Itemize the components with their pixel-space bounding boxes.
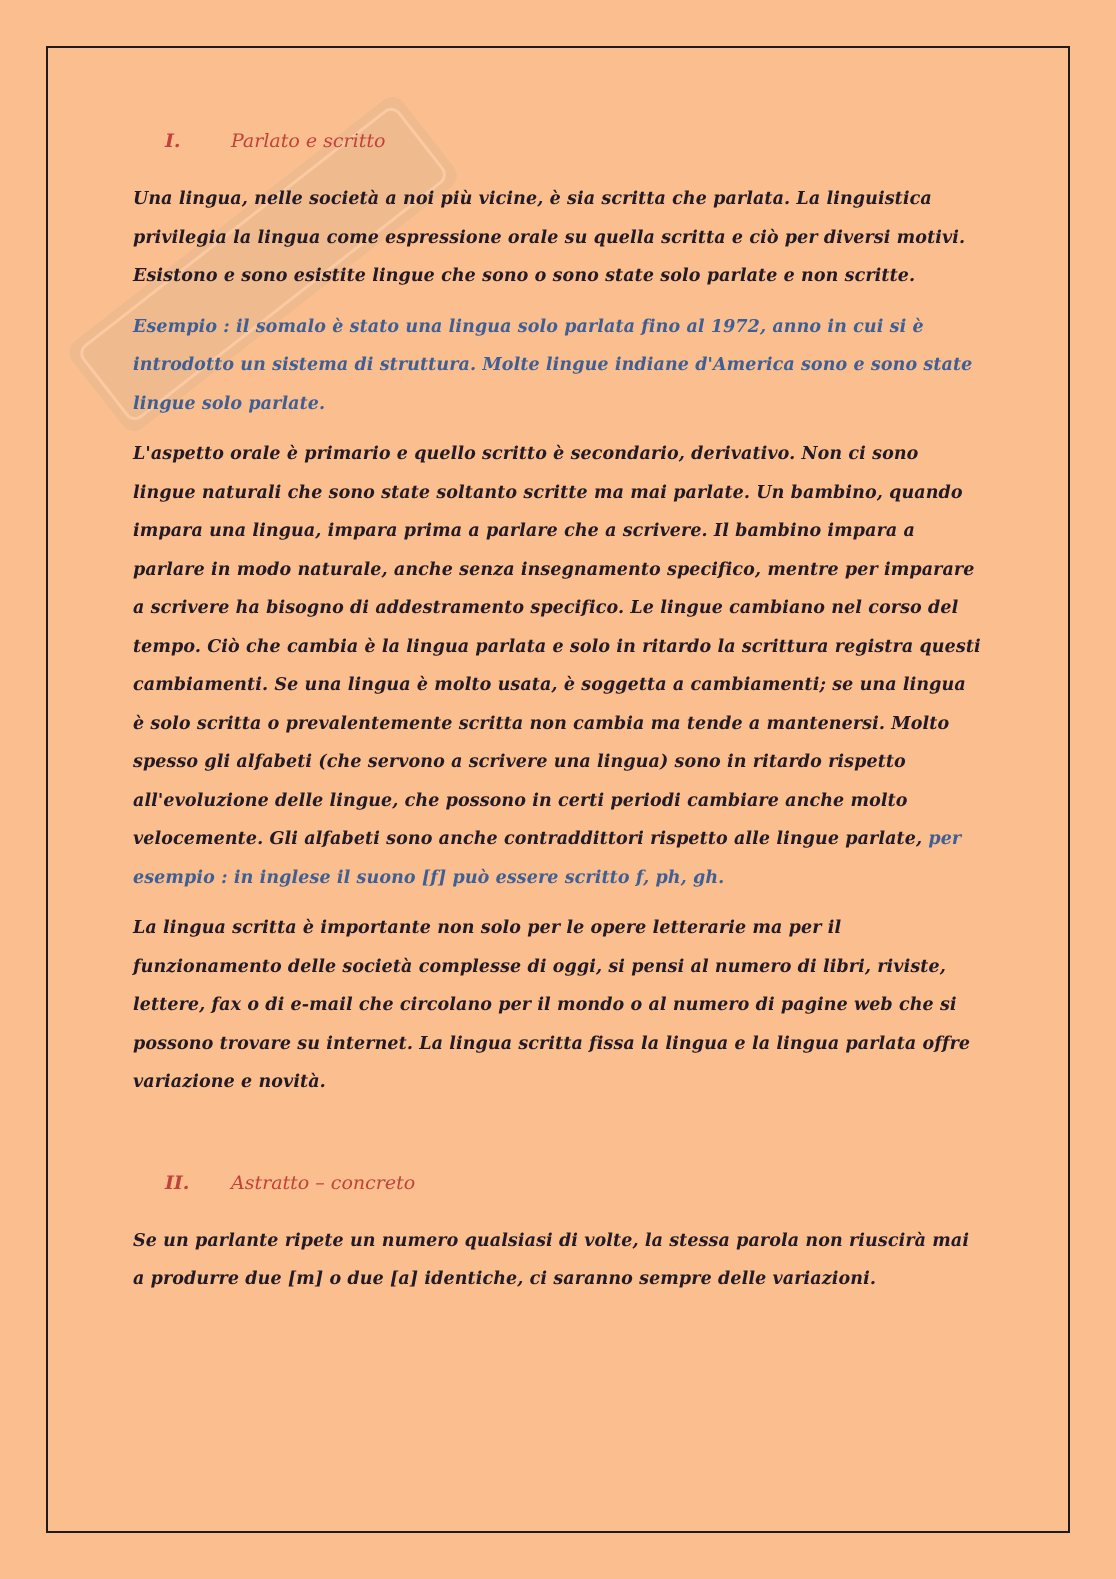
spacer bbox=[133, 897, 983, 909]
section-title: Parlato e scritto bbox=[231, 130, 386, 152]
spacer bbox=[133, 296, 983, 308]
spacer bbox=[133, 168, 983, 180]
paragraph: Se un parlante ripete un numero qualsiasi di volte, la stessa parola non riuscirà mai a produrre due [m] o due [a] identiche, ci saranno sempre delle variazioni. bbox=[133, 1230, 970, 1289]
section-heading-1 bbox=[133, 130, 983, 168]
section-title: Astratto – concreto bbox=[231, 1171, 416, 1194]
example-inline: per esempio : in inglese il suono [f] può essere scritto f, ph, gh. bbox=[133, 829, 962, 888]
spacer bbox=[133, 423, 983, 435]
section-heading-2 bbox=[133, 1172, 983, 1210]
spacer bbox=[133, 1210, 983, 1222]
document-body bbox=[133, 130, 983, 1299]
section-number: II. bbox=[165, 1171, 190, 1194]
paragraph-text: L'aspetto orale è primario e quello scritto è secondario, derivativo. Non ci sono lingue naturali che sono state soltanto scritte ma mai parlate. Un bambino, quando impara una lingua, impara prima a parlare che a scrivere. Il bambino impara a parlare in modo naturale, anche senza insegnamento specifico, mentre per imparare a scrivere ha bisogno di addestramento specifico. Le lingue cambiano nel corso del tempo. Ciò che cambia è la lingua parlata e solo in ritardo la scrittura registra questi cambiamenti. Se una lingua è molto usata, è soggetta a cambiamenti; se una lingua è solo scritta o prevalentemente scritta non cambia ma tende a mantenersi. Molto spesso gli alfabeti (che servono a scrivere una lingua) sono in ritardo rispetto all'evoluzione delle lingue, che possono in certi periodi cambiare anche molto velocemente. Gli alfabeti sono anche contraddittori rispetto alle lingue parlate, bbox=[133, 444, 981, 849]
spacer bbox=[133, 1102, 983, 1172]
paragraph: La lingua scritta è importante non solo per le opere letterarie ma per il funzionamento delle società complesse di oggi, si pensi al numero di libri, riviste, lettere, fax o di e-mail che circolano per il mondo o al numero di pagine web che si possono trovare su internet. La lingua scritta fissa la lingua e la lingua parlata offre variazione e novità. bbox=[133, 918, 971, 1092]
paragraph bbox=[133, 435, 983, 897]
example-paragraph: Esempio : il somalo è stato una lingua solo parlata fino al 1972, anno in cui si è introdotto un sistema di struttura. Molte lingue indiane d'America sono e sono state lingue solo parlate. bbox=[133, 316, 973, 414]
paragraph: Una lingua, nelle società a noi più vicine, è sia scritta che parlata. La linguistica privilegia la lingua come espressione orale su quella scritta e ciò per diversi motivi. Esistono e sono esistite lingue che sono o sono state solo parlate e non scritte. bbox=[133, 189, 966, 286]
section-number: I. bbox=[165, 130, 181, 152]
